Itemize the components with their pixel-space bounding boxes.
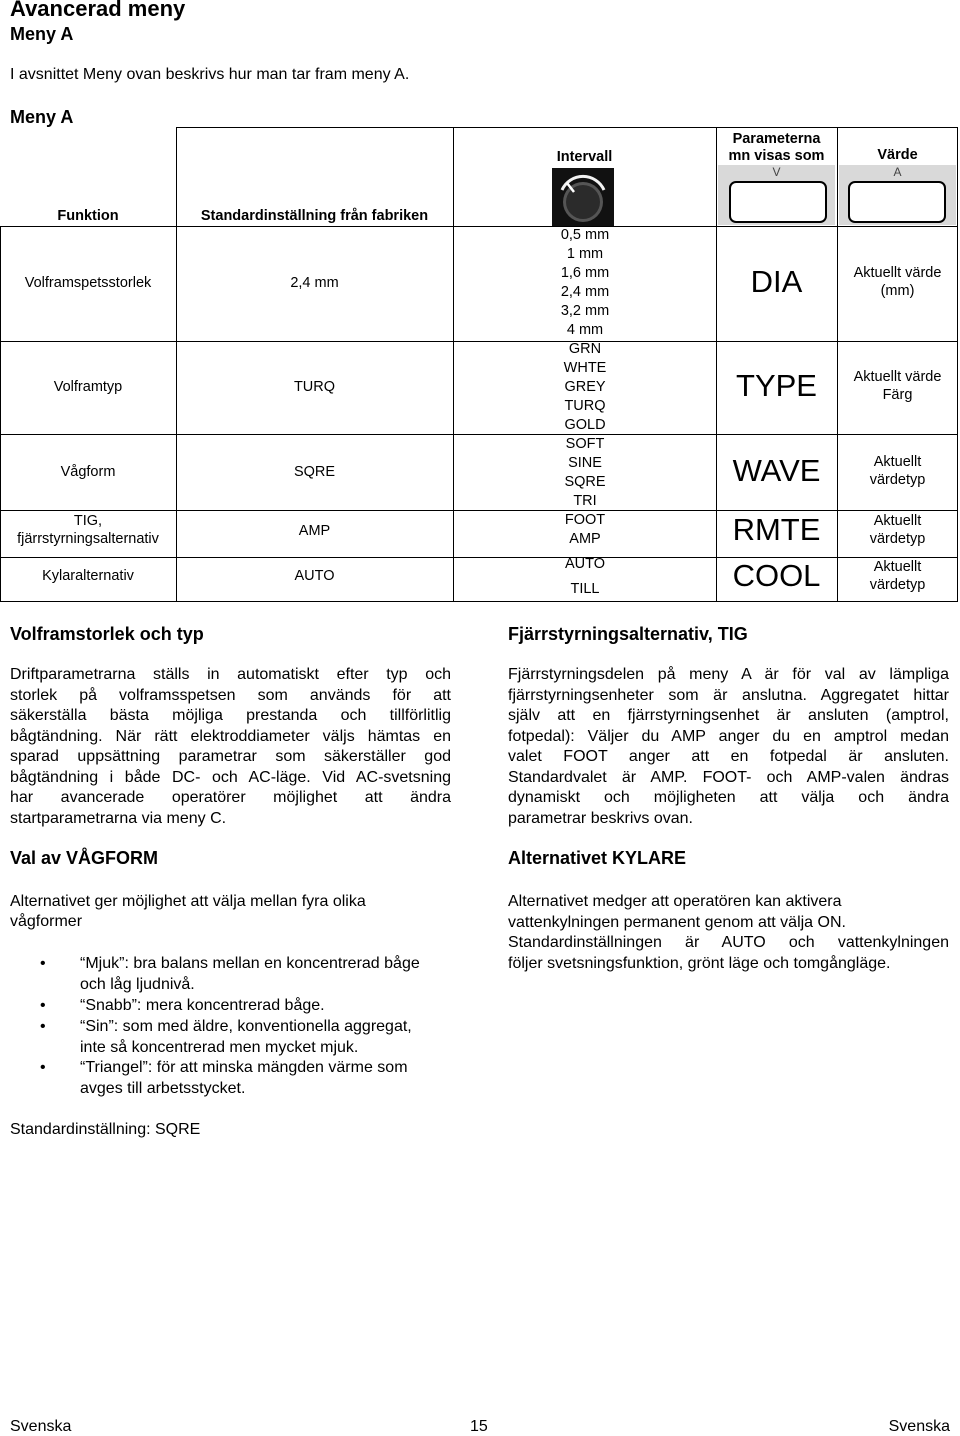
paragraph-line: parametrar beskrivs ovan.: [508, 809, 693, 827]
page-title: Avancerad meny: [10, 0, 186, 21]
row-value-type-line2: Färg: [882, 387, 913, 403]
row-function-tungsten-type: Volframtyp: [53, 379, 123, 395]
header-function: Funktion: [57, 208, 119, 224]
bullet-text-line2: och låg ljudnivå.: [80, 975, 195, 993]
interval-option: 1 mm: [566, 246, 604, 262]
section-title-tungsten: Volframstorlek och typ: [10, 624, 204, 644]
row-value-dia-line2: (mm): [880, 283, 915, 299]
paragraph-line: bågtändning. När rätt elektroddiameter väljs hämtas en: [10, 727, 451, 745]
interval-option: SINE: [568, 455, 602, 471]
paragraph-line: dynamiskt och möjligheten att välja och ändra: [508, 789, 949, 806]
paragraph-line: storlek på volframsspetsen som används för att: [10, 686, 451, 704]
row-display-type: TYPE: [736, 368, 817, 403]
params-display-button: [729, 181, 827, 223]
interval-option: AUTO: [564, 556, 606, 572]
paragraph-line: fotpedal): Väljer du AMP anger du en amptrol medan: [508, 727, 949, 745]
value-key-label: A: [893, 165, 902, 179]
row-display-dia: DIA: [750, 264, 803, 299]
bullet-text-line1: “Mjuk”: bra balans mellan en koncentrerad båge: [80, 955, 420, 972]
default-note: Standardinställning: SQRE: [10, 1121, 201, 1138]
row-value-dia-line1: Aktuellt värde: [853, 265, 942, 281]
section-title-remote: Fjärrstyrningsalternativ, TIG: [508, 624, 748, 644]
interval-option: AMP: [569, 531, 601, 547]
paragraph-line: själv att en fjärrstyrningsenhet är ansluten (amptrol,: [508, 707, 949, 724]
header-params-line2: mn visas som: [728, 147, 825, 164]
paragraph-line: bågtändning i både DC- och AC-läge. Vid AC-svetsning: [10, 768, 451, 786]
interval-option: SOFT: [565, 436, 605, 452]
interval-option: 1,6 mm: [560, 265, 610, 281]
interval-option: 3,2 mm: [560, 303, 610, 319]
row-function-waveform: Vågform: [60, 464, 116, 480]
row-value-rmte-line1: Aktuellt: [873, 513, 922, 529]
waveform-intro-line2: vågformer: [10, 913, 83, 930]
paragraph-line: valet FOOT anger att en fotpedal är ansluten.: [508, 748, 949, 765]
section-title-cooler: Alternativet KYLARE: [508, 848, 687, 868]
row-function-remote-line1: TIG,: [73, 513, 103, 529]
paragraph-line: Alternativet medger att operatören kan aktivera: [508, 893, 842, 910]
row-value-cool-line2: värdetyp: [869, 577, 926, 593]
row-value-type-line1: Aktuellt värde: [853, 369, 942, 385]
paragraph-line: fjärrstyrningsenheter som är anslutna. Aggregatet hittar: [508, 686, 949, 704]
bullet-icon: •: [40, 1059, 46, 1076]
paragraph-line: Standardinställningen är AUTO och vattenkylningen: [508, 934, 949, 951]
interval-option: GREY: [564, 379, 606, 395]
bullet-icon: •: [40, 1018, 46, 1035]
row-display-cool: COOL: [732, 558, 821, 593]
row-value-wave-line1: Aktuellt: [873, 454, 922, 470]
paragraph-line: vattenkylningen permanent genom att välja ON.: [508, 913, 846, 931]
section-subtitle: Meny A: [10, 24, 74, 44]
header-params-line1: Parameterna: [732, 130, 821, 147]
paragraph-line: sparad uppsättning parametrar som säkerställer god: [10, 748, 451, 765]
bullet-text-line2: inte så koncentrerad men mycket mjuk.: [80, 1038, 359, 1056]
row-function-cooler: Kylaralternativ: [42, 568, 134, 584]
row-value-cool-line1: Aktuellt: [873, 559, 922, 575]
interval-option: 2,4 mm: [560, 284, 610, 300]
header-default: Standardinställning från fabriken: [200, 208, 429, 224]
section-title-waveform: Val av VÅGFORM: [10, 848, 159, 868]
paragraph-line: startparametrarna via meny C.: [10, 809, 227, 827]
interval-option: WHTE: [563, 360, 607, 376]
paragraph-line: har avancerade operatörer möjlighet att ändra: [10, 789, 451, 806]
paragraph-line: Standardvalet är AMP. FOOT- och AMP-valen ändras: [508, 768, 949, 786]
value-display-button: [848, 181, 946, 223]
paragraph-line: Driftparametrarna ställs in automatiskt efter typ och: [10, 666, 451, 683]
row-display-wave: WAVE: [732, 453, 821, 488]
interval-option: FOOT: [564, 512, 606, 528]
bullet-text-line1: “Snabb”: mera koncentrerad båge.: [80, 997, 325, 1014]
menu-label: Meny A: [10, 107, 74, 127]
page-number: 15: [470, 1418, 488, 1435]
header-interval: Intervall: [556, 149, 613, 165]
row-function-tip-size: Volframspetsstorlek: [24, 275, 152, 291]
bullet-text-line1: “Triangel”: för att minska mängden värme som: [80, 1059, 408, 1076]
row-default-remote: AMP: [298, 523, 331, 539]
header-value: Värde: [877, 147, 918, 163]
bullet-icon: •: [40, 997, 46, 1014]
row-function-remote-line2: fjärrstyrningsalternativ: [17, 531, 159, 547]
params-key-label: V: [772, 165, 781, 179]
interval-option: 4 mm: [566, 322, 604, 338]
row-display-rmte: RMTE: [732, 512, 821, 547]
waveform-intro-line1: Alternativet ger möjlighet att välja mellan fyra olika: [10, 893, 366, 910]
row-default-cooler: AUTO: [294, 568, 335, 584]
bullet-text-line2: avges till arbetsstycket.: [80, 1079, 246, 1097]
row-default-tungsten-type: TURQ: [293, 379, 336, 395]
intro-text: I avsnittet Meny ovan beskrivs hur man tar fram meny A.: [10, 66, 410, 83]
paragraph-line: Fjärrstyrningsdelen på meny A är för val av lämpliga: [508, 666, 949, 683]
bullet-icon: •: [40, 955, 46, 972]
interval-option: 0,5 mm: [560, 227, 610, 243]
interval-option: SQRE: [564, 474, 606, 490]
row-value-wave-line2: värdetyp: [869, 472, 926, 488]
paragraph-line: säkerställa bästa möjliga prestanda och tillförlitlig: [10, 707, 451, 724]
interval-option: TURQ: [564, 398, 606, 414]
row-value-rmte-line2: värdetyp: [869, 531, 926, 547]
interval-option: TRI: [573, 493, 597, 509]
row-default-waveform: SQRE: [293, 464, 336, 480]
paragraph-line: följer svetsningsfunktion, grönt läge och tomgångläge.: [508, 954, 891, 972]
footer-language-right: Svenska: [888, 1418, 950, 1435]
interval-option: GOLD: [564, 417, 606, 433]
interval-knob-icon: [552, 168, 614, 226]
bullet-text-line1: “Sin”: som med äldre, konventionella aggregat,: [80, 1018, 412, 1035]
row-default-tip-size: 2,4 mm: [290, 275, 339, 291]
interval-option: TILL: [570, 581, 600, 597]
interval-option: GRN: [568, 341, 602, 357]
footer-language-left: Svenska: [10, 1418, 72, 1435]
